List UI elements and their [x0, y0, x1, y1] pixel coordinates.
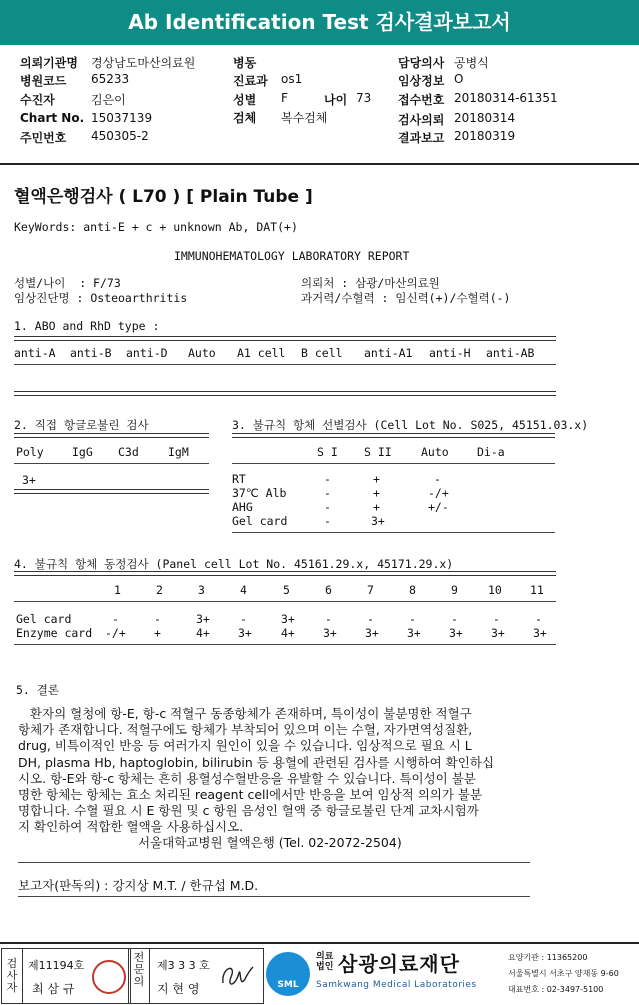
sec1-h-anti-d: anti-D	[126, 346, 168, 360]
sec4-enz-7: 3+	[365, 626, 379, 640]
reporter-rule-bottom	[18, 896, 530, 897]
sec1-rule-bottom	[14, 391, 556, 396]
sec2-rule-mid	[14, 463, 209, 464]
sec1-rule-mid	[14, 364, 556, 365]
info-value-resident-no: 450305-2	[91, 129, 149, 143]
report-title: Ab Identification Test 검사결과보고서	[128, 10, 511, 34]
org-address: 서울특별시 서초구 양재동 9-60	[508, 969, 619, 978]
sec2-value-poly: 3+	[22, 473, 36, 487]
org-name: 삼광의료재단	[338, 952, 460, 976]
info-label-age: 나이	[324, 93, 348, 107]
sec3-row-rt-s2: +	[373, 472, 380, 486]
info-label-department: 진료과	[233, 74, 268, 88]
sec4-h-9: 9	[451, 583, 458, 597]
sec4-gel-9: -	[451, 612, 458, 626]
referrer: 의뢰처 : 삼광/마산의료원	[301, 276, 440, 290]
sec4-rule-bottom	[14, 644, 556, 645]
sec4-gel-3: 3+	[196, 612, 210, 626]
main-title: 혈액은행검사 ( L70 ) [ Plain Tube ]	[14, 187, 313, 207]
sec4-gel-7: -	[367, 612, 374, 626]
sec3-row-gel-s2: 3+	[371, 514, 385, 528]
sec3-rule-bottom	[232, 532, 555, 533]
sec4-row-gel-label: Gel card	[16, 612, 72, 626]
sec3-h-s2: S II	[364, 445, 392, 459]
info-label-report-date: 결과보고	[398, 131, 445, 145]
sec1-h-anti-a1: anti-A1	[364, 346, 413, 360]
sec2-title: 2. 직접 항글로불린 검사	[14, 418, 149, 432]
sec4-enz-10: 3+	[491, 626, 505, 640]
sec3-h-di-a: Di-a	[477, 445, 505, 459]
info-label-chart-no: Chart No.	[20, 111, 85, 125]
sec4-h-3: 3	[198, 583, 205, 597]
diagnosis: 임상진단명 : Osteoarthritis	[14, 291, 188, 305]
sec4-enz-8: 3+	[407, 626, 421, 640]
sec3-row-gel-label: Gel card	[232, 514, 288, 528]
sec3-row-alb-s1: -	[324, 486, 331, 500]
sec4-gel-6: -	[325, 612, 332, 626]
hospital-line: 서울대학교병원 혈액은행 (Tel. 02-2072-2504)	[138, 835, 402, 850]
sec4-enz-6: 3+	[323, 626, 337, 640]
sec3-row-rt-s1: -	[324, 472, 331, 486]
sec4-h-2: 2	[156, 583, 163, 597]
sec4-h-6: 6	[325, 583, 332, 597]
sec2-h-poly: Poly	[16, 445, 44, 459]
info-value-age: 73	[356, 91, 372, 105]
conclusion-text	[18, 706, 608, 836]
sec4-enz-2: +	[154, 626, 161, 640]
sec4-row-enzyme-label: Enzyme card	[16, 626, 93, 640]
sec4-h-7: 7	[367, 583, 374, 597]
patient-info-panel	[0, 45, 639, 163]
conclusion-line: 명합니다. 수혈 필요 시 E 항원 및 c 항원 음성인 혈액 중 항글로불린 단계 교차시험까	[18, 803, 479, 819]
info-value-doctor: 공병식	[454, 56, 489, 70]
info-value-department: os1	[281, 72, 303, 86]
org-prefix: 의료 법인	[316, 952, 334, 972]
sec3-row-ahg-s2: +	[373, 500, 380, 514]
sec1-h-b-cell: B cell	[301, 346, 343, 360]
sec3-row-ahg-auto: +/-	[428, 500, 449, 514]
sec1-h-anti-ab: anti-AB	[486, 346, 535, 360]
inspector-box	[1, 948, 131, 1004]
conclusion-line: 명한 항체는 항체는 효소 처리된 reagent cell에서만 반응을 보여 임상적 의의가 불분	[18, 787, 483, 803]
info-label-doctor: 담당의사	[398, 56, 445, 70]
info-label-institution: 의뢰기관명	[20, 56, 78, 70]
sec1-rule-top	[14, 336, 556, 341]
conclusion-line: 항체가 존재합니다. 적혈구에도 항체가 부착되어 있으며 이는 수혈, 자가면역성질환,	[18, 722, 473, 738]
sec3-h-auto: Auto	[421, 445, 449, 459]
seal-stamp-icon	[92, 960, 126, 994]
sex-age: 성별/나이 : F/73	[14, 276, 121, 290]
conclusion-line: 지 확인하여 적합한 혈액을 사용하십시오.	[18, 819, 244, 835]
conclusion-line: drug, 비특이적인 반응 등 여러가지 원인이 있을 수 있습니다. 임상적으로 필요 시 L	[18, 738, 472, 754]
sec1-h-auto: Auto	[188, 346, 216, 360]
sec1-h-anti-b: anti-B	[70, 346, 112, 360]
conclusion-line: 시오. 항-E와 항-c 항체는 흔히 용혈성수혈반응을 유발할 수 있습니다. 특이성이 불분	[18, 770, 476, 786]
sec4-gel-8: -	[409, 612, 416, 626]
sml-text: SML	[277, 980, 299, 990]
inspector-label: 검사자	[6, 957, 18, 994]
info-label-sex: 성별	[233, 93, 257, 107]
info-label-ward: 병동	[233, 56, 257, 70]
sec4-enz-11: 3+	[533, 626, 547, 640]
specialist-label: 전문의	[133, 951, 145, 988]
sec2-h-igg: IgG	[72, 445, 93, 459]
info-value-specimen: 복수검체	[281, 111, 328, 125]
sec4-enz-9: 3+	[449, 626, 463, 640]
sec3-row-gel-s1: -	[324, 514, 331, 528]
sec2-rule-bottom	[14, 489, 209, 494]
report-header	[0, 0, 639, 45]
info-label-patient: 수진자	[20, 93, 55, 107]
sec4-gel-5: 3+	[281, 612, 295, 626]
sec4-rule-top	[14, 571, 556, 576]
conclusion-line: DH, plasma Hb, haptoglobin, bilirubin 등 용혈에 관련된 검사를 시행하여 확인하십	[18, 754, 494, 770]
sec2-h-c3d: C3d	[118, 445, 139, 459]
sec1-h-anti-h: anti-H	[429, 346, 471, 360]
sec3-title: 3. 불규칙 항체 선별검사 (Cell Lot No. S025, 45151.03.x)	[232, 418, 589, 432]
info-value-chart-no: 15037139	[91, 111, 153, 125]
sec4-h-1: 1	[114, 583, 121, 597]
sml-logo-icon	[266, 952, 310, 996]
sec1-h-a1-cell: A1 cell	[237, 346, 286, 360]
info-value-request-date: 20180314	[454, 111, 516, 125]
info-value-patient: 김은이	[91, 93, 126, 107]
signature-icon	[217, 957, 257, 995]
sec3-rule-mid	[232, 463, 555, 464]
sec1-title: 1. ABO and RhD type :	[14, 319, 160, 333]
sec4-gel-11: -	[535, 612, 542, 626]
sec3-row-ahg-label: AHG	[232, 500, 253, 514]
info-label-hospital-code: 병원코드	[20, 74, 67, 88]
sec4-enz-1: -/+	[105, 626, 126, 640]
info-value-hospital-code: 65233	[91, 72, 130, 86]
sec2-rule-top	[14, 433, 209, 438]
info-label-clinical: 임상정보	[398, 74, 445, 88]
inspector-license: 제11194호	[28, 959, 85, 972]
info-value-receipt-no: 20180314-61351	[454, 91, 558, 105]
footer	[0, 942, 639, 1005]
sec4-h-4: 4	[240, 583, 247, 597]
sec4-gel-10: -	[493, 612, 500, 626]
sec3-h-s1: S I	[317, 445, 338, 459]
sec5-title: 5. 결론	[16, 683, 59, 697]
info-label-request-date: 검사의뢰	[398, 113, 445, 127]
keywords: KeyWords: anti-E + c + unknown Ab, DAT(+)	[14, 220, 298, 234]
org-tel: 대표번호 : 02-3497-5100	[508, 985, 604, 994]
info-value-report-date: 20180319	[454, 129, 516, 143]
sec4-h-5: 5	[283, 583, 290, 597]
sec4-gel-2: -	[154, 612, 161, 626]
info-value-institution: 경상남도마산의료원	[91, 56, 196, 70]
sec3-row-alb-label: 37℃ Alb	[232, 486, 287, 500]
sec4-enz-4: 3+	[238, 626, 252, 640]
sec4-rule-mid	[14, 601, 556, 602]
sec4-h-11: 11	[530, 583, 544, 597]
sec4-h-10: 10	[488, 583, 502, 597]
sec3-row-rt-auto: -	[434, 472, 441, 486]
reporter-rule-top	[18, 862, 530, 863]
sec1-h-anti-a: anti-A	[14, 346, 56, 360]
sec4-gel-4: -	[240, 612, 247, 626]
history: 과거력/수혈력 : 임신력(+)/수혈력(-)	[301, 291, 511, 305]
specialist-license: 제3 3 3 호	[157, 959, 210, 972]
sec3-rule-top	[232, 433, 555, 438]
info-value-sex: F	[281, 91, 288, 105]
info-label-specimen: 검체	[233, 111, 257, 125]
info-label-receipt-no: 접수번호	[398, 93, 445, 107]
sec4-enz-3: 4+	[196, 626, 210, 640]
specialist-box	[128, 948, 264, 1004]
sec3-row-ahg-s1: -	[324, 500, 331, 514]
sec3-row-rt-label: RT	[232, 472, 246, 486]
sec3-row-alb-s2: +	[373, 486, 380, 500]
specialist-name: 지 현 영	[157, 982, 200, 996]
info-label-resident-no: 주민번호	[20, 131, 67, 145]
sec4-enz-5: 4+	[281, 626, 295, 640]
inspector-name: 최 삼 규	[32, 982, 75, 996]
lab-title: IMMUNOHEMATOLOGY LABORATORY REPORT	[174, 249, 410, 263]
sec4-title: 4. 불규칙 항체 동정검사 (Panel cell Lot No. 45161.29.x, 45171.29.x)	[14, 557, 454, 571]
sec4-h-8: 8	[409, 583, 416, 597]
report-body	[0, 165, 639, 942]
sec4-gel-1: -	[112, 612, 119, 626]
info-value-clinical: O	[454, 72, 464, 86]
org-code: 요양기관 : 11365200	[508, 953, 588, 962]
sec3-row-alb-auto: -/+	[428, 486, 449, 500]
sec2-h-igm: IgM	[168, 445, 189, 459]
org-en: Samkwang Medical Laboratories	[316, 980, 477, 990]
reporter: 보고자(판독의) : 강지상 M.T. / 한규섭 M.D.	[18, 878, 259, 893]
conclusion-line: 환자의 혈청에 항-E, 항-c 적혈구 동종항체가 존재하며, 특이성이 불분명한 적혈구	[18, 706, 472, 721]
